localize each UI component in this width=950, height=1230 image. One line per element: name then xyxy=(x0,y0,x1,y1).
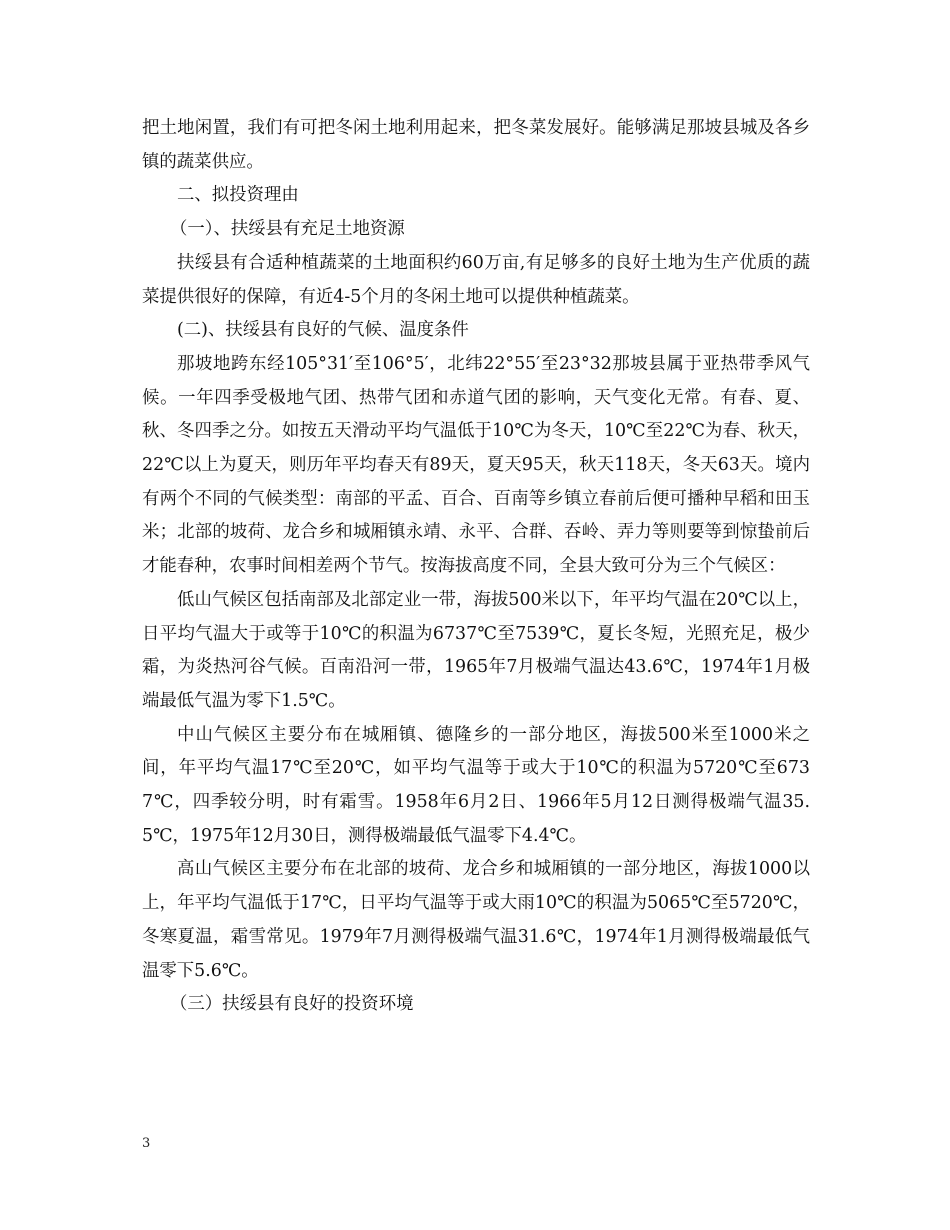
body-paragraph: 中山气候区主要分布在城厢镇、德隆乡的一部分地区，海拔500米至1000米之间，年平均气温17℃至20℃，如平均气温等于或大于10℃的积温为5720℃至6737℃，四季较分明，时有霜雪。1958年6月2日、1966年5月12日测得极端气温35.5℃，1975年12月30日，测得极端最低气温零下4.4℃。 xyxy=(142,724,810,846)
subsection-heading: (二)、扶绥县有良好的气候、温度条件 xyxy=(177,320,469,341)
body-paragraph: 那坡地跨东经105°31′至106°5′，北纬22°55′至23°32那坡县属于亚热带季风气候。一年四季受极地气团、热带气团和赤道气团的影响，天气变化无常。有春、夏、秋、冬四季之分。如按五天滑动平均气温低于10℃为冬天，10℃至22℃为春、秋天，22℃以上为夏天，则历年平均春天有89天，夏天95天，秋天118天，冬天63天。境内有两个不同的气候类型：南部的平孟、百合、百南等乡镇立春前后便可播种早稻和田玉米；北部的坡荷、龙合乡和城厢镇永靖、永平、合群、吞岭、弄力等则要等到惊蛰前后才能春种，农事时间相差两个节气。按海拔高度不同，全县大致可分为三个气候区： xyxy=(142,353,810,577)
body-paragraph: 高山气候区主要分布在北部的坡荷、龙合乡和城厢镇的一部分地区，海拔1000以上，年平均气温低于17℃，日平均气温等于或大雨10℃的积温为5065℃至5720℃，冬寒夏温，霜雪常见。1979年7月测得极端气温31.6℃，1974年1月测得极端最低气温零下5.6℃。 xyxy=(142,859,810,981)
subsection-heading: （三）扶绥县有良好的投资环境 xyxy=(170,994,414,1015)
section-heading: 二、拟投资理由 xyxy=(177,185,299,206)
document-body xyxy=(142,112,810,1022)
body-paragraph: 低山气候区包括南部及北部定业一带，海拔500米以下，年平均气温在20℃以上，日平均气温大于或等于10℃的积温为6737℃至7539℃，夏长冬短，光照充足，极少霜，为炎热河谷气候。百南沿河一带，1965年7月极端气温达43.6℃，1974年1月极端最低气温为零下1.5℃。 xyxy=(142,589,810,711)
subsection-heading: （一）、扶绥县有充足土地资源 xyxy=(170,219,405,240)
body-paragraph: 扶绥县有合适种植蔬菜的土地面积约60万亩,有足够多的良好土地为生产优质的蔬菜提供很好的保障，有近4-5个月的冬闲土地可以提供种植蔬菜。 xyxy=(142,252,810,307)
page-number: 3 xyxy=(142,1136,151,1151)
body-paragraph: 把土地闲置，我们有可把冬闲土地利用起来，把冬菜发展好。能够满足那坡县城及各乡镇的蔬菜供应。 xyxy=(142,118,810,172)
